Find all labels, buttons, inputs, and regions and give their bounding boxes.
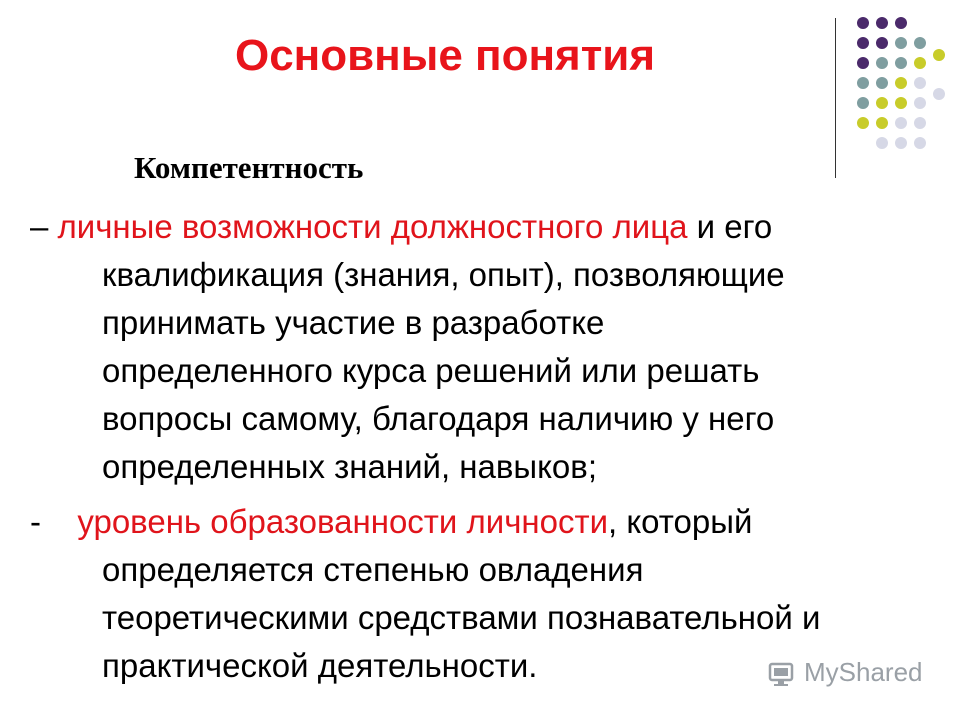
- definition-2-line-2: [30, 546, 902, 594]
- definition-1-term: личные возможности должностного лица: [57, 208, 688, 245]
- title-divider: [835, 18, 836, 178]
- definition-2-term: уровень образованности личности: [77, 503, 609, 540]
- definition-2-line-1-rest: , который: [608, 503, 753, 540]
- definition-1-dash: –: [30, 208, 49, 245]
- definition-2-line-1: [30, 498, 902, 546]
- definition-2-word: овладения: [478, 551, 644, 588]
- definition-2-word: степенью: [323, 551, 470, 588]
- definition-1-line-4: определенного курса решений или решать: [102, 352, 760, 389]
- definition-1-word: разработке: [431, 304, 605, 341]
- definition-1-line-5: вопросы самому, благодаря наличию у него: [102, 400, 775, 437]
- definition-1-word: участие: [275, 304, 396, 341]
- definition-1-word: в: [404, 304, 423, 341]
- myshared-watermark: [768, 657, 923, 688]
- definition-2-line-4: практической деятельности.: [102, 647, 538, 684]
- myshared-logo-icon: [768, 658, 798, 688]
- definition-1-line-6: определенных знаний, навыков;: [102, 448, 597, 485]
- definition-2-word: определяется: [102, 551, 315, 588]
- watermark-text: MyShared: [804, 657, 923, 687]
- definition-1-line-3: [30, 299, 902, 347]
- term-heading: Компетентность: [134, 150, 364, 185]
- definition-2-dash: -: [30, 503, 41, 540]
- decorative-dot-grid: [851, 14, 951, 154]
- definition-2-line-3: теоретическими средствами познавательной и: [102, 599, 821, 636]
- definition-1: [30, 203, 902, 491]
- definition-1-word: принимать: [102, 304, 266, 341]
- definition-1-line-2: квалификация (знания, опыт), позволяющие: [102, 256, 785, 293]
- slide-title: Основные понятия: [234, 31, 656, 80]
- definition-1-line-1-rest: и его: [696, 208, 773, 245]
- definition-1-line-1: [30, 203, 902, 251]
